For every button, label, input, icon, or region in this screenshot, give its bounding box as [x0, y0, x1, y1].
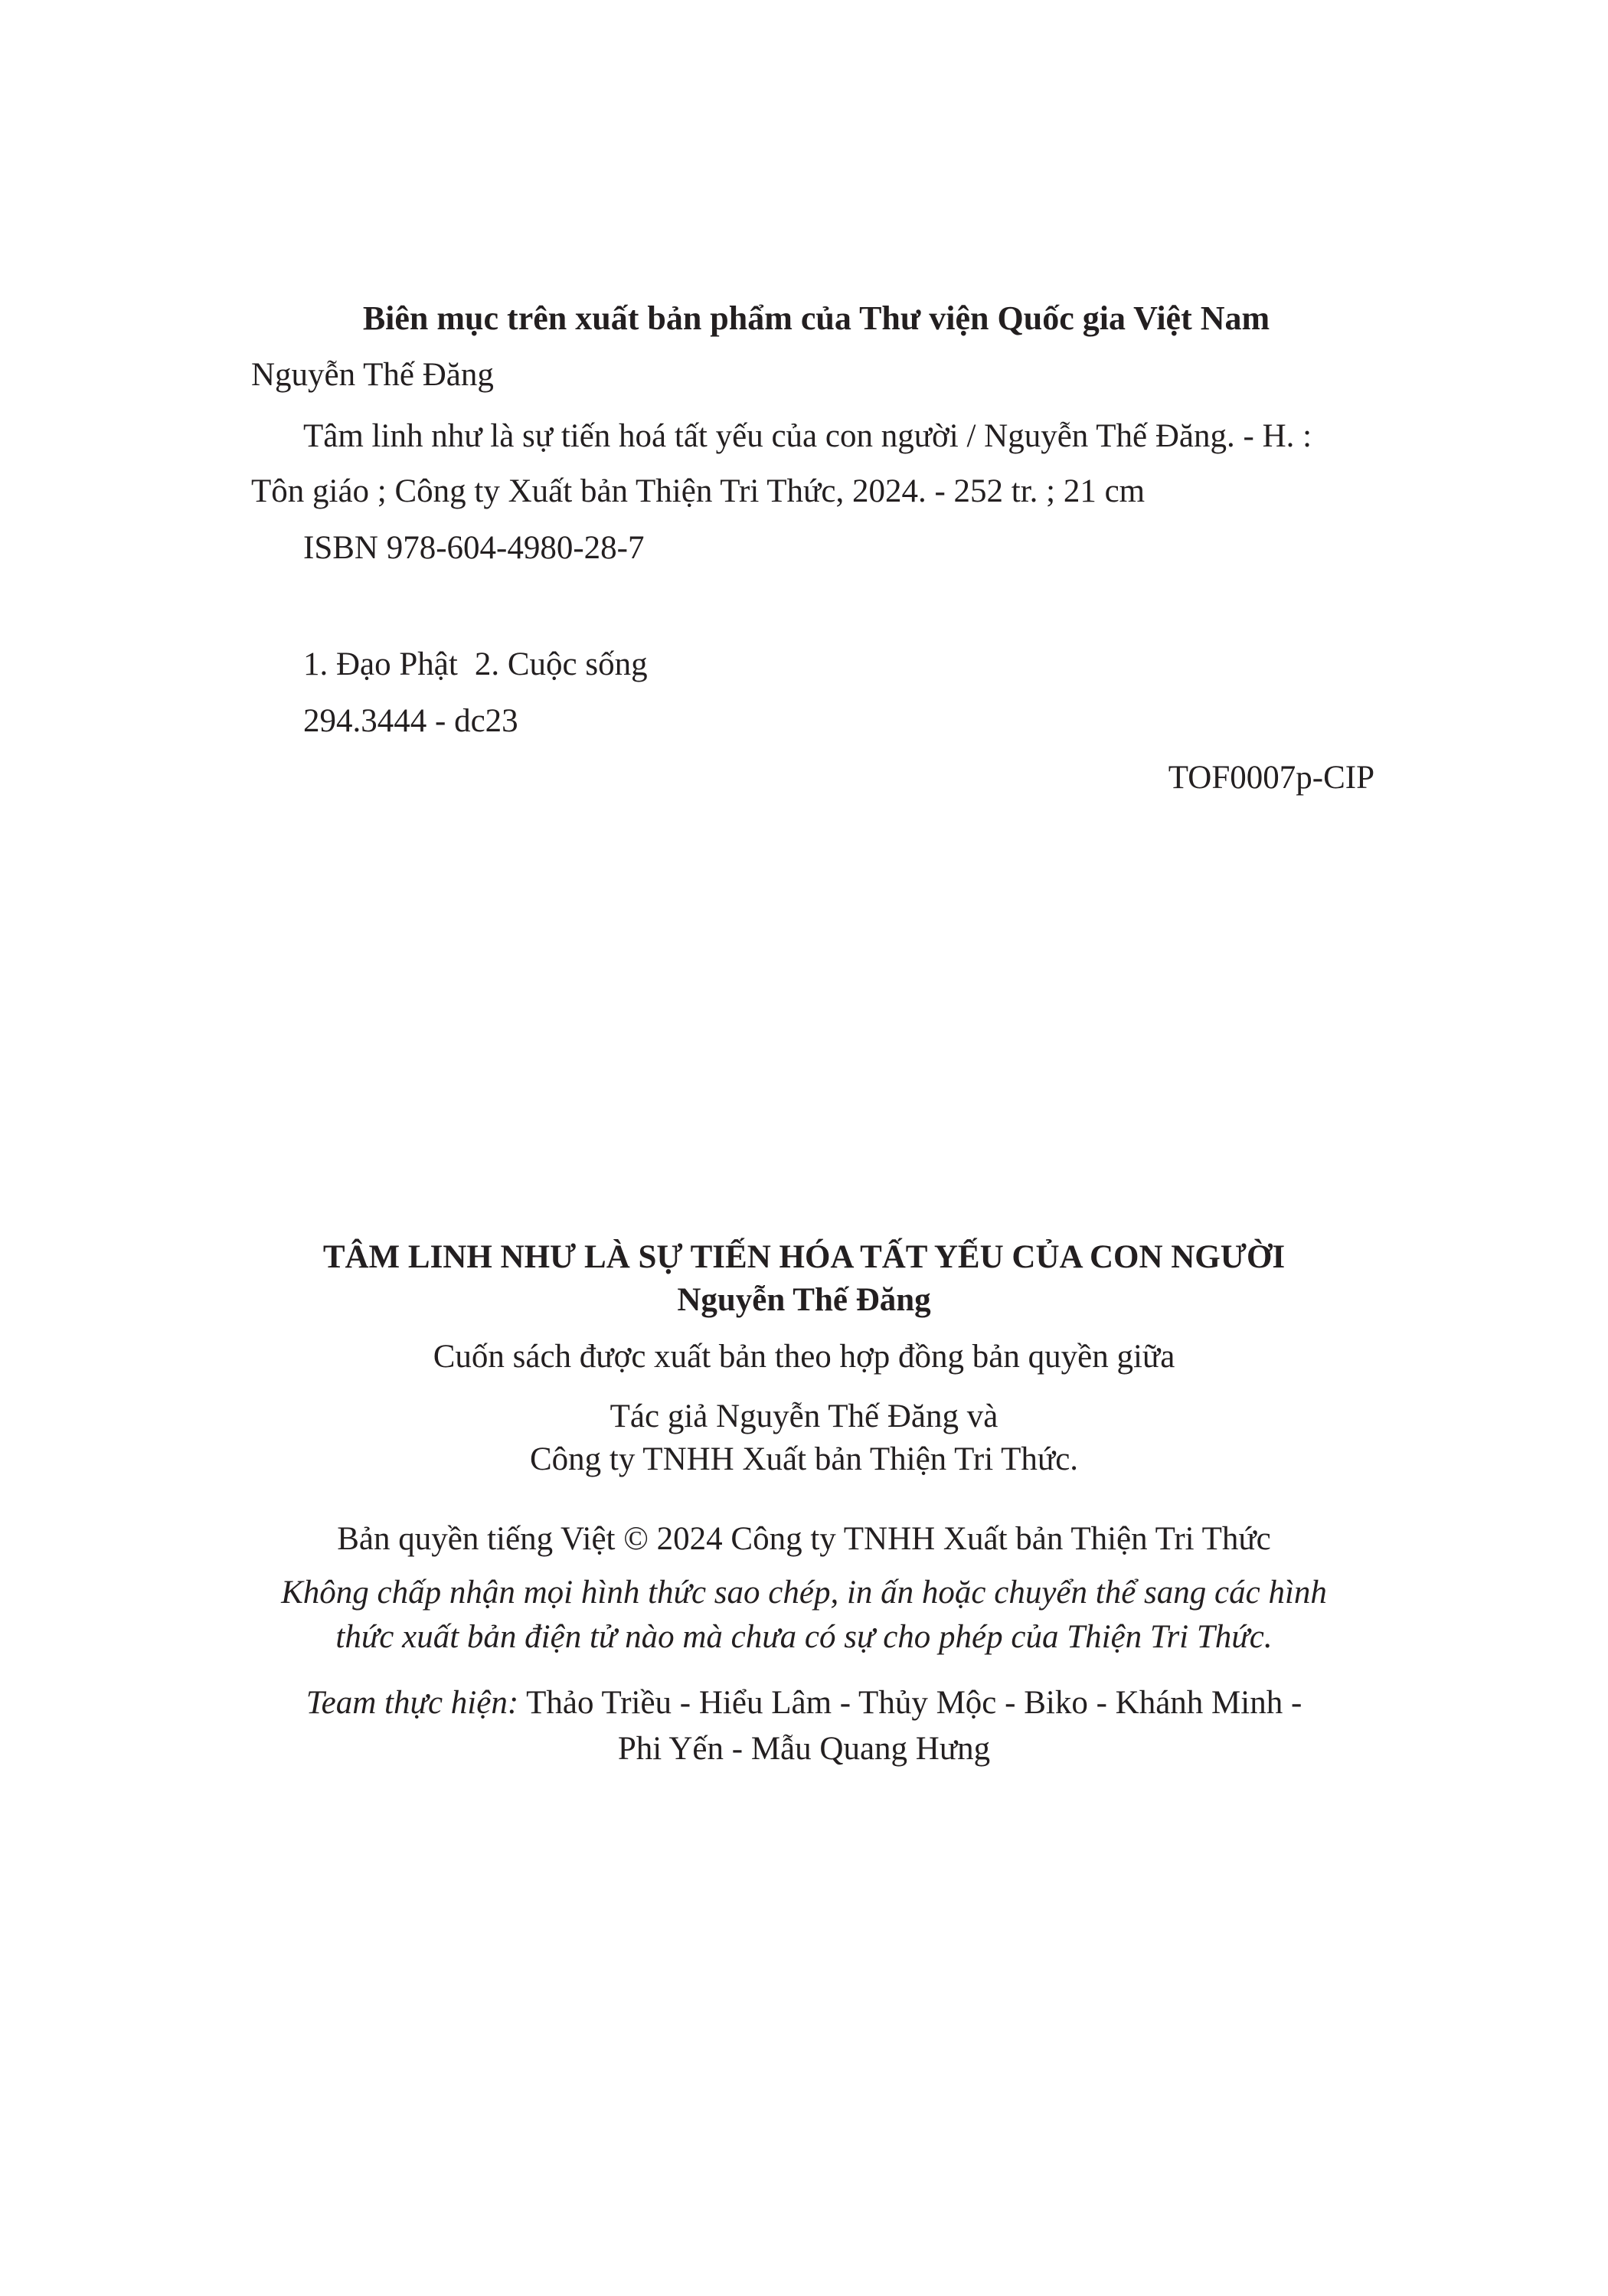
cip-heading: Biên mục trên xuất bản phẩm của Thư viện Quốc gia Việt Nam: [362, 299, 1270, 337]
contract-line-2: Tác giả Nguyễn Thế Đăng và: [610, 1398, 998, 1434]
contract-line-3: Công ty TNHH Xuất bản Thiện Tri Thức.: [529, 1441, 1079, 1477]
team-credits-line-1: [123, 1682, 1485, 1725]
team-label: Team thực hiện:: [306, 1685, 519, 1721]
book-author: Nguyễn Thế Đăng: [677, 1282, 931, 1318]
cip-record-code: TOF0007p-CIP: [1168, 760, 1374, 796]
team-credits-line-2: Phi Yến - Mẫu Quang Hưng: [617, 1731, 991, 1767]
book-title: TÂM LINH NHƯ LÀ SỰ TIẾN HÓA TẤT YẾU CỦA CON NGƯỜI: [322, 1239, 1286, 1275]
cip-title-line-2: Tôn giáo ; Công ty Xuất bản Thiện Tri Thức, 2024. - 252 tr. ; 21 cm: [251, 473, 1146, 509]
contract-line-1: Cuốn sách được xuất bản theo hợp đồng bản quyền giữa: [433, 1339, 1175, 1375]
cip-author: Nguyễn Thế Đăng: [251, 357, 494, 393]
cip-title-line-1: Tâm linh như là sự tiến hoá tất yếu của con người / Nguyễn Thế Đăng. - H. :: [303, 418, 1312, 454]
copyright-statement: Bản quyền tiếng Việt © 2024 Công ty TNHH Xuất bản Thiện Tri Thức: [337, 1521, 1271, 1557]
cip-classification: 294.3444 - dc23: [303, 703, 518, 739]
reproduction-notice-line-1: Không chấp nhận mọi hình thức sao chép, in ấn hoặc chuyển thể sang các hình: [281, 1575, 1327, 1611]
cip-subject-item: 2. Cuộc sống: [474, 646, 648, 682]
cip-isbn: ISBN 978-604-4980-28-7: [303, 530, 645, 566]
team-members-part-1: Thảo Triều - Hiểu Lâm - Thủy Mộc - Biko - Khánh Minh -: [518, 1685, 1302, 1721]
cip-subject-item: 1. Đạo Phật: [303, 646, 458, 682]
reproduction-notice-line-2: thức xuất bản điện tử nào mà chưa có sự cho phép của Thiện Tri Thức.: [335, 1619, 1273, 1655]
cip-subjects: [303, 643, 648, 686]
